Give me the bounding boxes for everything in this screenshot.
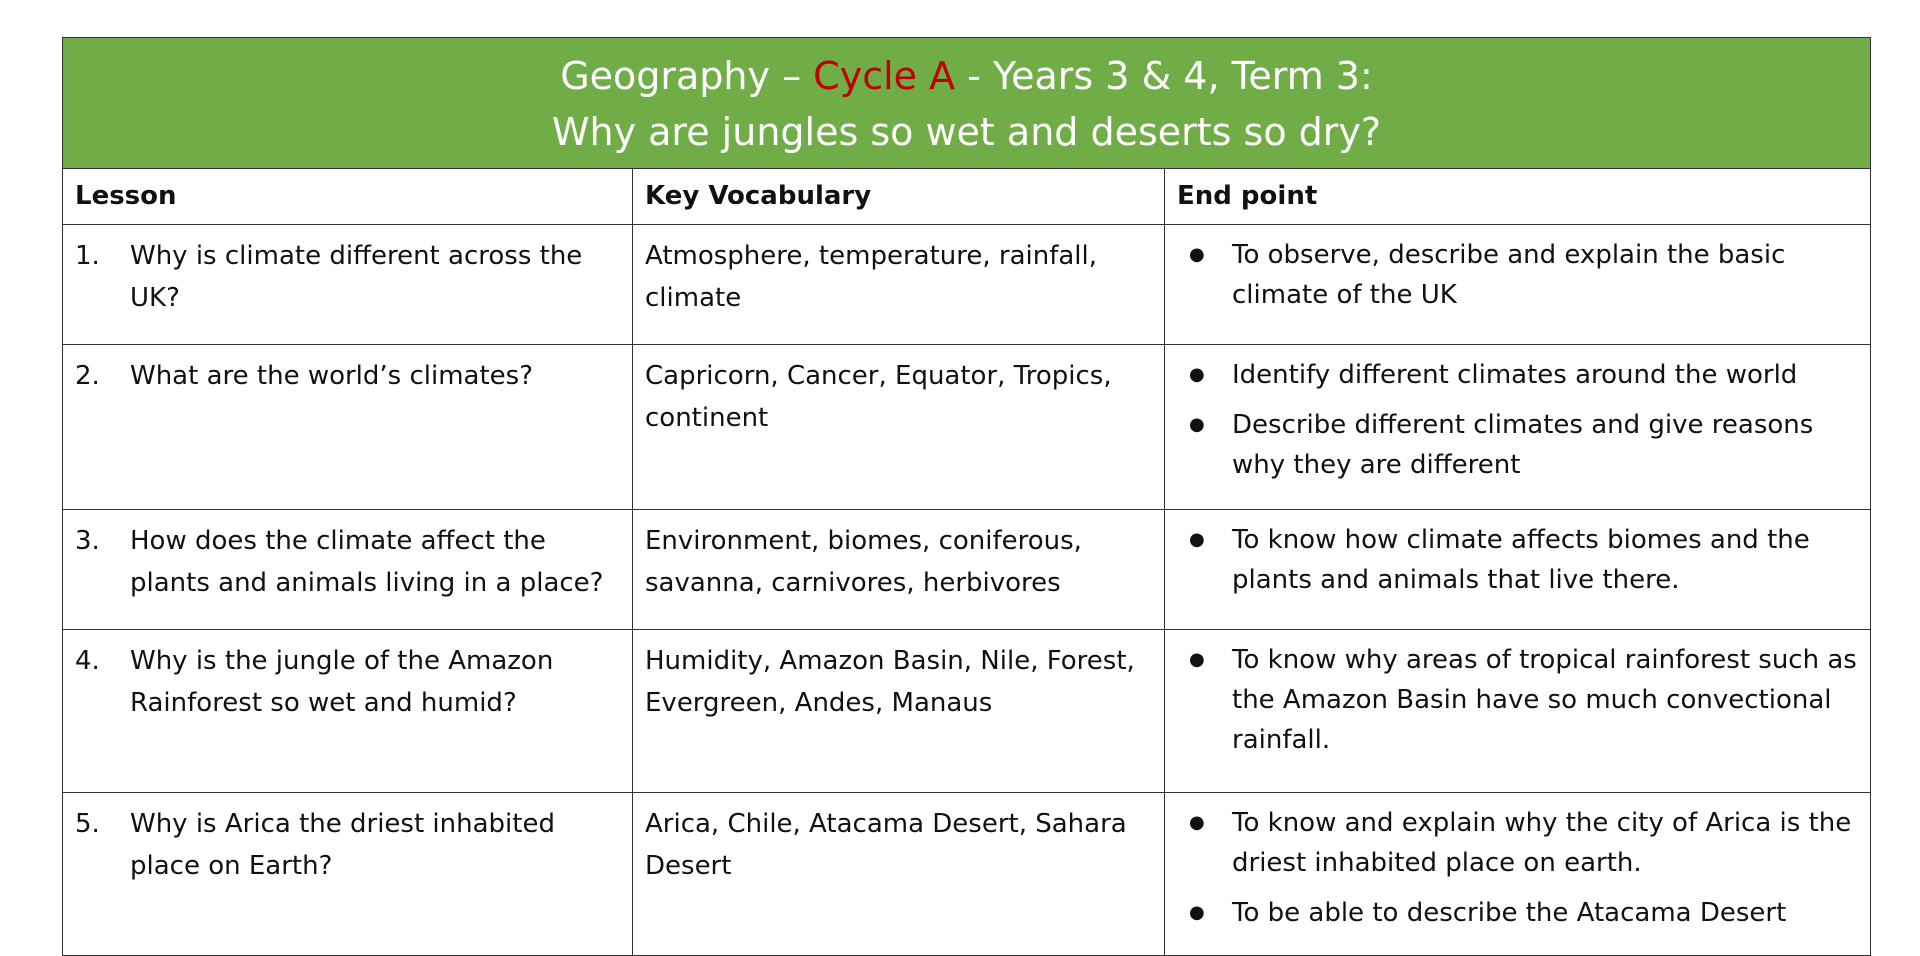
endpoint-text: To observe, describe and explain the basic climate of the UK <box>1232 240 1786 310</box>
lesson-cell <box>63 793 633 956</box>
endpoint-text: To be able to describe the Atacama Desert <box>1232 898 1787 928</box>
lesson-number: 1. <box>75 241 100 271</box>
curriculum-table <box>62 37 1871 956</box>
table-row <box>63 630 1871 793</box>
lesson-question: Why is climate different across the UK? <box>130 241 583 313</box>
bullet-icon: ● <box>1189 529 1205 550</box>
vocabulary-cell: Humidity, Amazon Basin, Nile, Forest, Evergreen, Andes, Manaus <box>633 630 1165 793</box>
endpoint-text: Identify different climates around the world <box>1232 360 1798 390</box>
endpoint-text: To know how climate affects biomes and the plants and animals that live there. <box>1232 525 1810 595</box>
planning-sheet <box>62 37 1870 956</box>
title-banner <box>63 38 1871 169</box>
lesson-number: 2. <box>75 361 100 391</box>
endpoint-cell <box>1165 630 1871 793</box>
endpoint-item <box>1177 803 1858 883</box>
vocabulary-cell: Capricorn, Cancer, Equator, Tropics, continent <box>633 345 1165 510</box>
table-row <box>63 225 1871 345</box>
bullet-icon: ● <box>1189 902 1205 923</box>
vocabulary-cell: Atmosphere, temperature, rainfall, climate <box>633 225 1165 345</box>
lesson-number: 3. <box>75 526 100 556</box>
title-subject: Geography – <box>560 54 814 98</box>
endpoint-text: To know and explain why the city of Arica is the driest inhabited place on earth. <box>1232 808 1852 878</box>
lesson-cell <box>63 630 633 793</box>
bullet-icon: ● <box>1189 649 1205 670</box>
endpoint-text: To know why areas of tropical rainforest such as the Amazon Basin have so much convectional rainfall. <box>1232 645 1857 755</box>
column-header-vocabulary: Key Vocabulary <box>633 169 1165 225</box>
lesson-question: Why is the jungle of the Amazon Rainforest so wet and humid? <box>130 646 554 718</box>
lesson-cell <box>63 225 633 345</box>
lesson-cell <box>63 345 633 510</box>
endpoint-item <box>1177 893 1858 933</box>
lesson-question: What are the world’s climates? <box>130 361 534 391</box>
endpoint-cell <box>1165 225 1871 345</box>
endpoint-cell <box>1165 510 1871 630</box>
endpoint-item <box>1177 405 1858 485</box>
lesson-question: How does the climate affect the plants and animals living in a place? <box>130 526 604 598</box>
table-row <box>63 510 1871 630</box>
endpoint-text: Describe different climates and give reasons why they are different <box>1232 410 1814 480</box>
lesson-question: Why is Arica the driest inhabited place on Earth? <box>130 809 555 881</box>
vocabulary-cell: Environment, biomes, coniferous, savanna, carnivores, herbivores <box>633 510 1165 630</box>
endpoint-item <box>1177 640 1858 760</box>
bullet-icon: ● <box>1189 414 1205 435</box>
lesson-cell <box>63 510 633 630</box>
column-header-row <box>63 169 1871 225</box>
page-subtitle: Why are jungles so wet and deserts so dry? <box>551 110 1382 154</box>
bullet-icon: ● <box>1189 244 1205 265</box>
vocabulary-cell: Arica, Chile, Atacama Desert, Sahara Desert <box>633 793 1165 956</box>
lesson-number: 5. <box>75 809 100 839</box>
header-row <box>63 38 1871 169</box>
bullet-icon: ● <box>1189 812 1205 833</box>
lesson-number: 4. <box>75 646 100 676</box>
table-row <box>63 345 1871 510</box>
endpoint-item <box>1177 520 1858 600</box>
page-title <box>63 48 1870 104</box>
endpoint-item <box>1177 235 1858 315</box>
table-row <box>63 793 1871 956</box>
column-header-endpoint: End point <box>1165 169 1871 225</box>
title-years-term: - Years 3 & 4, Term 3: <box>955 54 1373 98</box>
column-header-lesson: Lesson <box>63 169 633 225</box>
title-cycle: Cycle A <box>813 54 956 98</box>
bullet-icon: ● <box>1189 364 1205 385</box>
endpoint-item <box>1177 355 1858 395</box>
endpoint-cell <box>1165 793 1871 956</box>
endpoint-cell <box>1165 345 1871 510</box>
